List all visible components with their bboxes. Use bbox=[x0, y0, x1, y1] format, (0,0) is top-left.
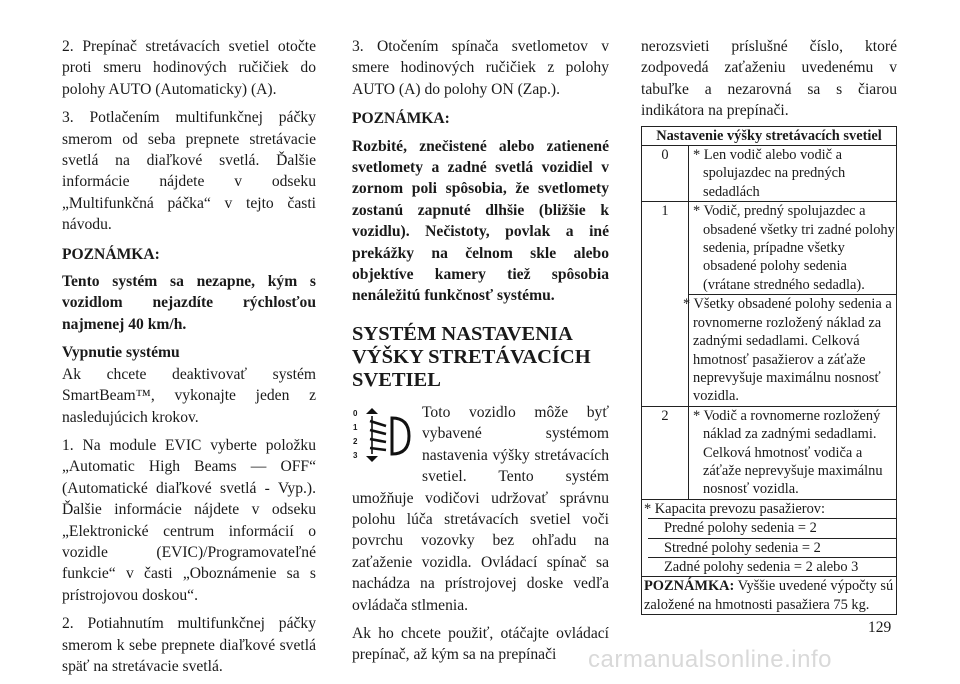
page-number: 129 bbox=[868, 619, 892, 636]
row-number: 0 bbox=[642, 146, 689, 201]
note-text: Tento systém sa nezapne, kým s vozidlom nejazdíte rýchlosťou najmenej 40 km/h. bbox=[62, 273, 316, 333]
row-text: * Len vodič alebo vodič a spolujazdec na predných sedadlách bbox=[693, 147, 846, 200]
disable-step-2: 2. Potiahnutím multifunkčnej páčky smerom k sebe prepnete diaľkové svetlá späť na stretávacie svetlá. bbox=[62, 615, 316, 675]
table-note: POZNÁMKA: Vyššie uvedené výpočty sú založené na hmotnosti pasažiera 75 kg. bbox=[644, 578, 894, 613]
leveling-table bbox=[641, 126, 897, 616]
step-2-rotate-switch: 2. Prepínač stretávacích svetiel otočte proti smeru hodinových ručičiek do polohy AUTO (Automaticky) (A). bbox=[62, 38, 316, 98]
capacity-block bbox=[642, 500, 896, 578]
disable-intro: Ak chcete deaktivovať systém SmartBeam™, vykonajte jeden z nasledujúcich krokov. bbox=[62, 365, 316, 426]
leveling-intro bbox=[352, 402, 609, 616]
row-number: 1 bbox=[642, 202, 689, 405]
headlight-leveling-icon: 0 1 2 3 bbox=[352, 408, 418, 468]
leveling-description: Toto vozidlo môže byť vybavené systémom nastavenia výšky stretávacích svetiel. Tento systém umožňuje vodičovi udržovať správnu polohu lúča stretávacích svetiel voči povrchu vozovky bez ohľadu na zaťaženie vozidla. Ovládací spínač sa nachádza na prístrojovej doske vedľa ovládača stlmenia. bbox=[352, 403, 609, 614]
row-number: 2 bbox=[642, 407, 689, 499]
disable-step-1: 1. Na module EVIC vyberte položku „Automatic High Beams — OFF“ (Automatické diaľkové svetlá - Vyp.). Ďalšie informácie nájdete v odseku „Elektronické centrum informácií o vozidle (EVIC)/Programovateľné funkcie“ v časti „Oboznámenie sa s prístrojovou doskou“. bbox=[62, 436, 316, 604]
leveling-usage-cont: nerozsvieti príslušné číslo, ktoré zodpovedá zaťaženiu uvedenému v tabuľke a nezarovná sa s čiarou indikátora na prepínači. bbox=[641, 38, 897, 120]
note-text: Rozbité, znečistené alebo zatienené svetlomety a zadné svetlá vozidiel v zornom poli spôsobia, že svetlomety zostanú zapnuté dlhšie (bližšie k vozidlu). Nečistoty, povlak a iné prekážky na čelnom skle alebo objektíve kamery tiež spôsobia nenáležitú funkčnosť systému. bbox=[352, 137, 609, 305]
table-title: Nastavenie výšky stretávacích svetiel bbox=[642, 127, 896, 146]
capacity-line: Stredné polohy sedenia = 2 bbox=[648, 538, 896, 557]
table-row bbox=[642, 146, 896, 202]
watermark: carmanualsonline.info bbox=[588, 646, 832, 673]
row-text: * Všetky obsadené polohy sedenia a rovnomerne rozložený náklad za zadnými sedadlami. Celková hmotnosť pasažierov a záťaže neprevyšuje maximálnu nosnosť vozidla. bbox=[689, 294, 896, 405]
right-column bbox=[641, 36, 897, 615]
capacity-line: Zadné polohy sedenia = 2 alebo 3 bbox=[648, 557, 896, 576]
note-label: POZNÁMKA: bbox=[62, 245, 160, 263]
leveling-usage: Ak ho chcete použiť, otáčajte ovládací prepínač, až kým sa na prepínači bbox=[352, 624, 609, 664]
left-column bbox=[62, 36, 316, 684]
capacity-line: Predné polohy sedenia = 2 bbox=[648, 518, 896, 537]
row-text: * Vodič a rovnomerne rozložený náklad za zadnými sedadlami. Celková hmotnosť vodiča a záťaže neprevyšuje maximálnu nosnosť vozidla. bbox=[693, 407, 883, 498]
middle-column bbox=[352, 36, 609, 673]
section-title: SYSTÉM NASTAVENIA VÝŠKY STRETÁVACÍCH SVETIEL bbox=[352, 322, 591, 391]
step-3-push-lever: 3. Potlačením multifunkčnej páčky smerom od seba prepnete stretávacie svetlá na diaľkové svetlá. Ďalšie informácie nájdete v odseku „Multifunkčná páčka“ v tejto časti návodu. bbox=[62, 109, 316, 234]
row-text: * Vodič, predný spolujazdec a obsadené všetky tri zadné polohy sedenia, prípadne všetky obsadené polohy sedenia (vrátane stredného sedadla). bbox=[693, 203, 895, 293]
table-row bbox=[642, 407, 896, 500]
capacity-title: * Kapacita prevozu pasažierov: bbox=[644, 500, 825, 517]
step-3-headlight-switch: 3. Otočením spínača svetlometov v smere hodinových ručičiek z polohy AUTO (A) do polohy ON (Zap.). bbox=[352, 38, 609, 98]
subheading-disable-system: Vypnutie systému bbox=[62, 344, 180, 362]
table-row bbox=[642, 202, 896, 406]
note-label: POZNÁMKA: bbox=[352, 110, 450, 128]
